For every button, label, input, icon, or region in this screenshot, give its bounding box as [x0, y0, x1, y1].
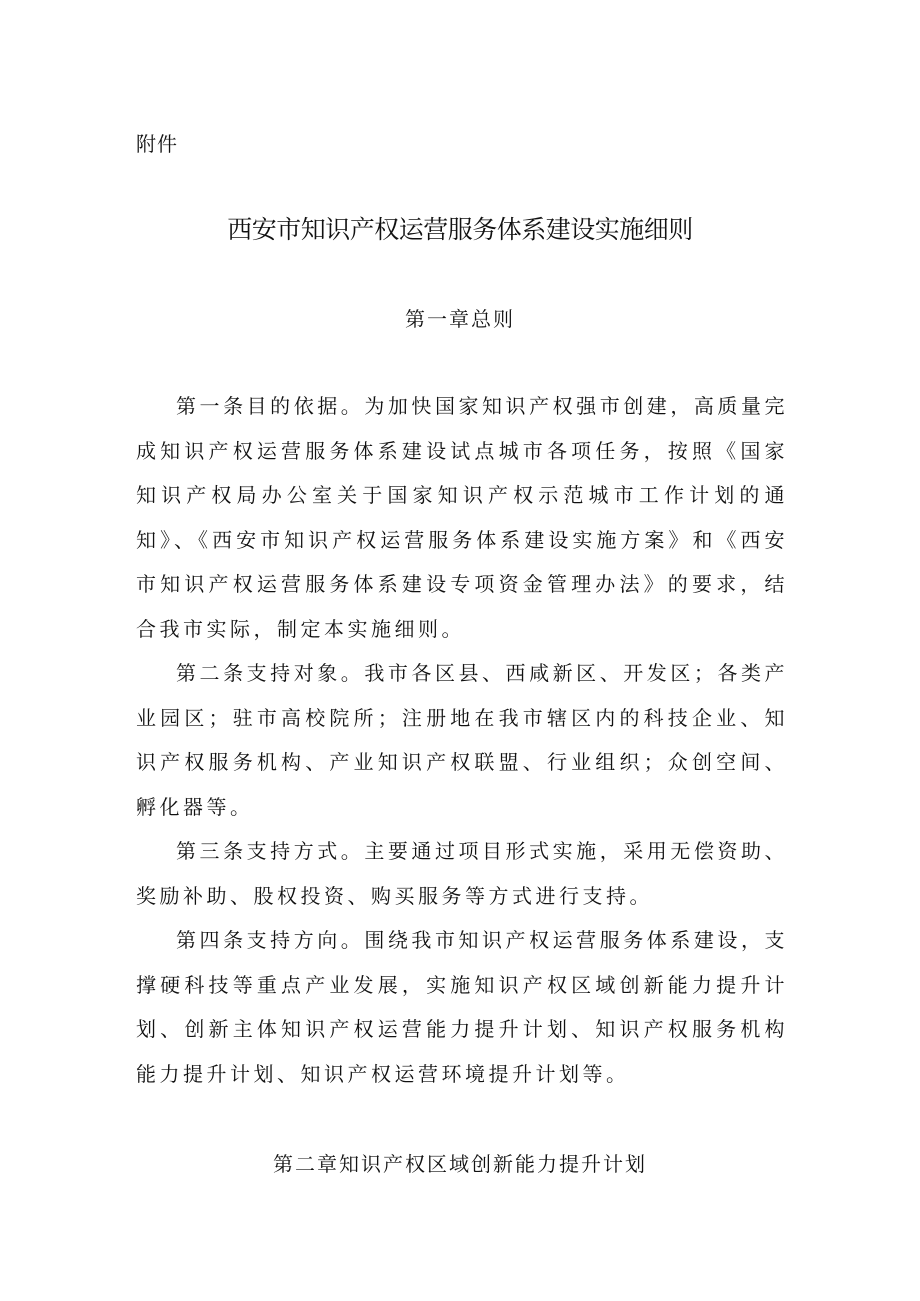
- article-3: 第三条支持方式。主要通过项目形式实施，采用无偿资助、奖励补助、股权投资、购买服务等方式进行支持。: [136, 839, 788, 908]
- attachment-label: 附件: [136, 132, 178, 156]
- chapter-heading-1: 第一章总则: [405, 307, 515, 331]
- document-title: 西安市知识产权运营服务体系建设实施细则: [227, 215, 693, 244]
- article-2: 第二条支持对象。我市各区县、西咸新区、开发区；各类产业园区；驻市高校院所；注册地在我市辖区内的科技企业、知识产权服务机构、产业知识产权联盟、行业组织；众创空间、孵化器等。: [136, 661, 788, 819]
- chapter-heading-2: 第二章知识产权区域创新能力提升计划: [273, 1152, 647, 1176]
- document-body: [136, 384, 788, 1096]
- article-4: 第四条支持方向。围绕我市知识产权运营服务体系建设，支撑硬科技等重点产业发展，实施知识产权区域创新能力提升计划、创新主体知识产权运营能力提升计划、知识产权服务机构能力提升计划、知识产权运营环境提升计划等。: [136, 928, 788, 1086]
- article-1: 第一条目的依据。为加快国家知识产权强市创建，高质量完成知识产权运营服务体系建设试点城市各项任务，按照《国家知识产权局办公室关于国家知识产权示范城市工作计划的通知》、《西安市知识产权运营服务体系建设实施方案》和《西安市知识产权运营服务体系建设专项资金管理办法》的要求，结合我市实际，制定本实施细则。: [136, 394, 788, 641]
